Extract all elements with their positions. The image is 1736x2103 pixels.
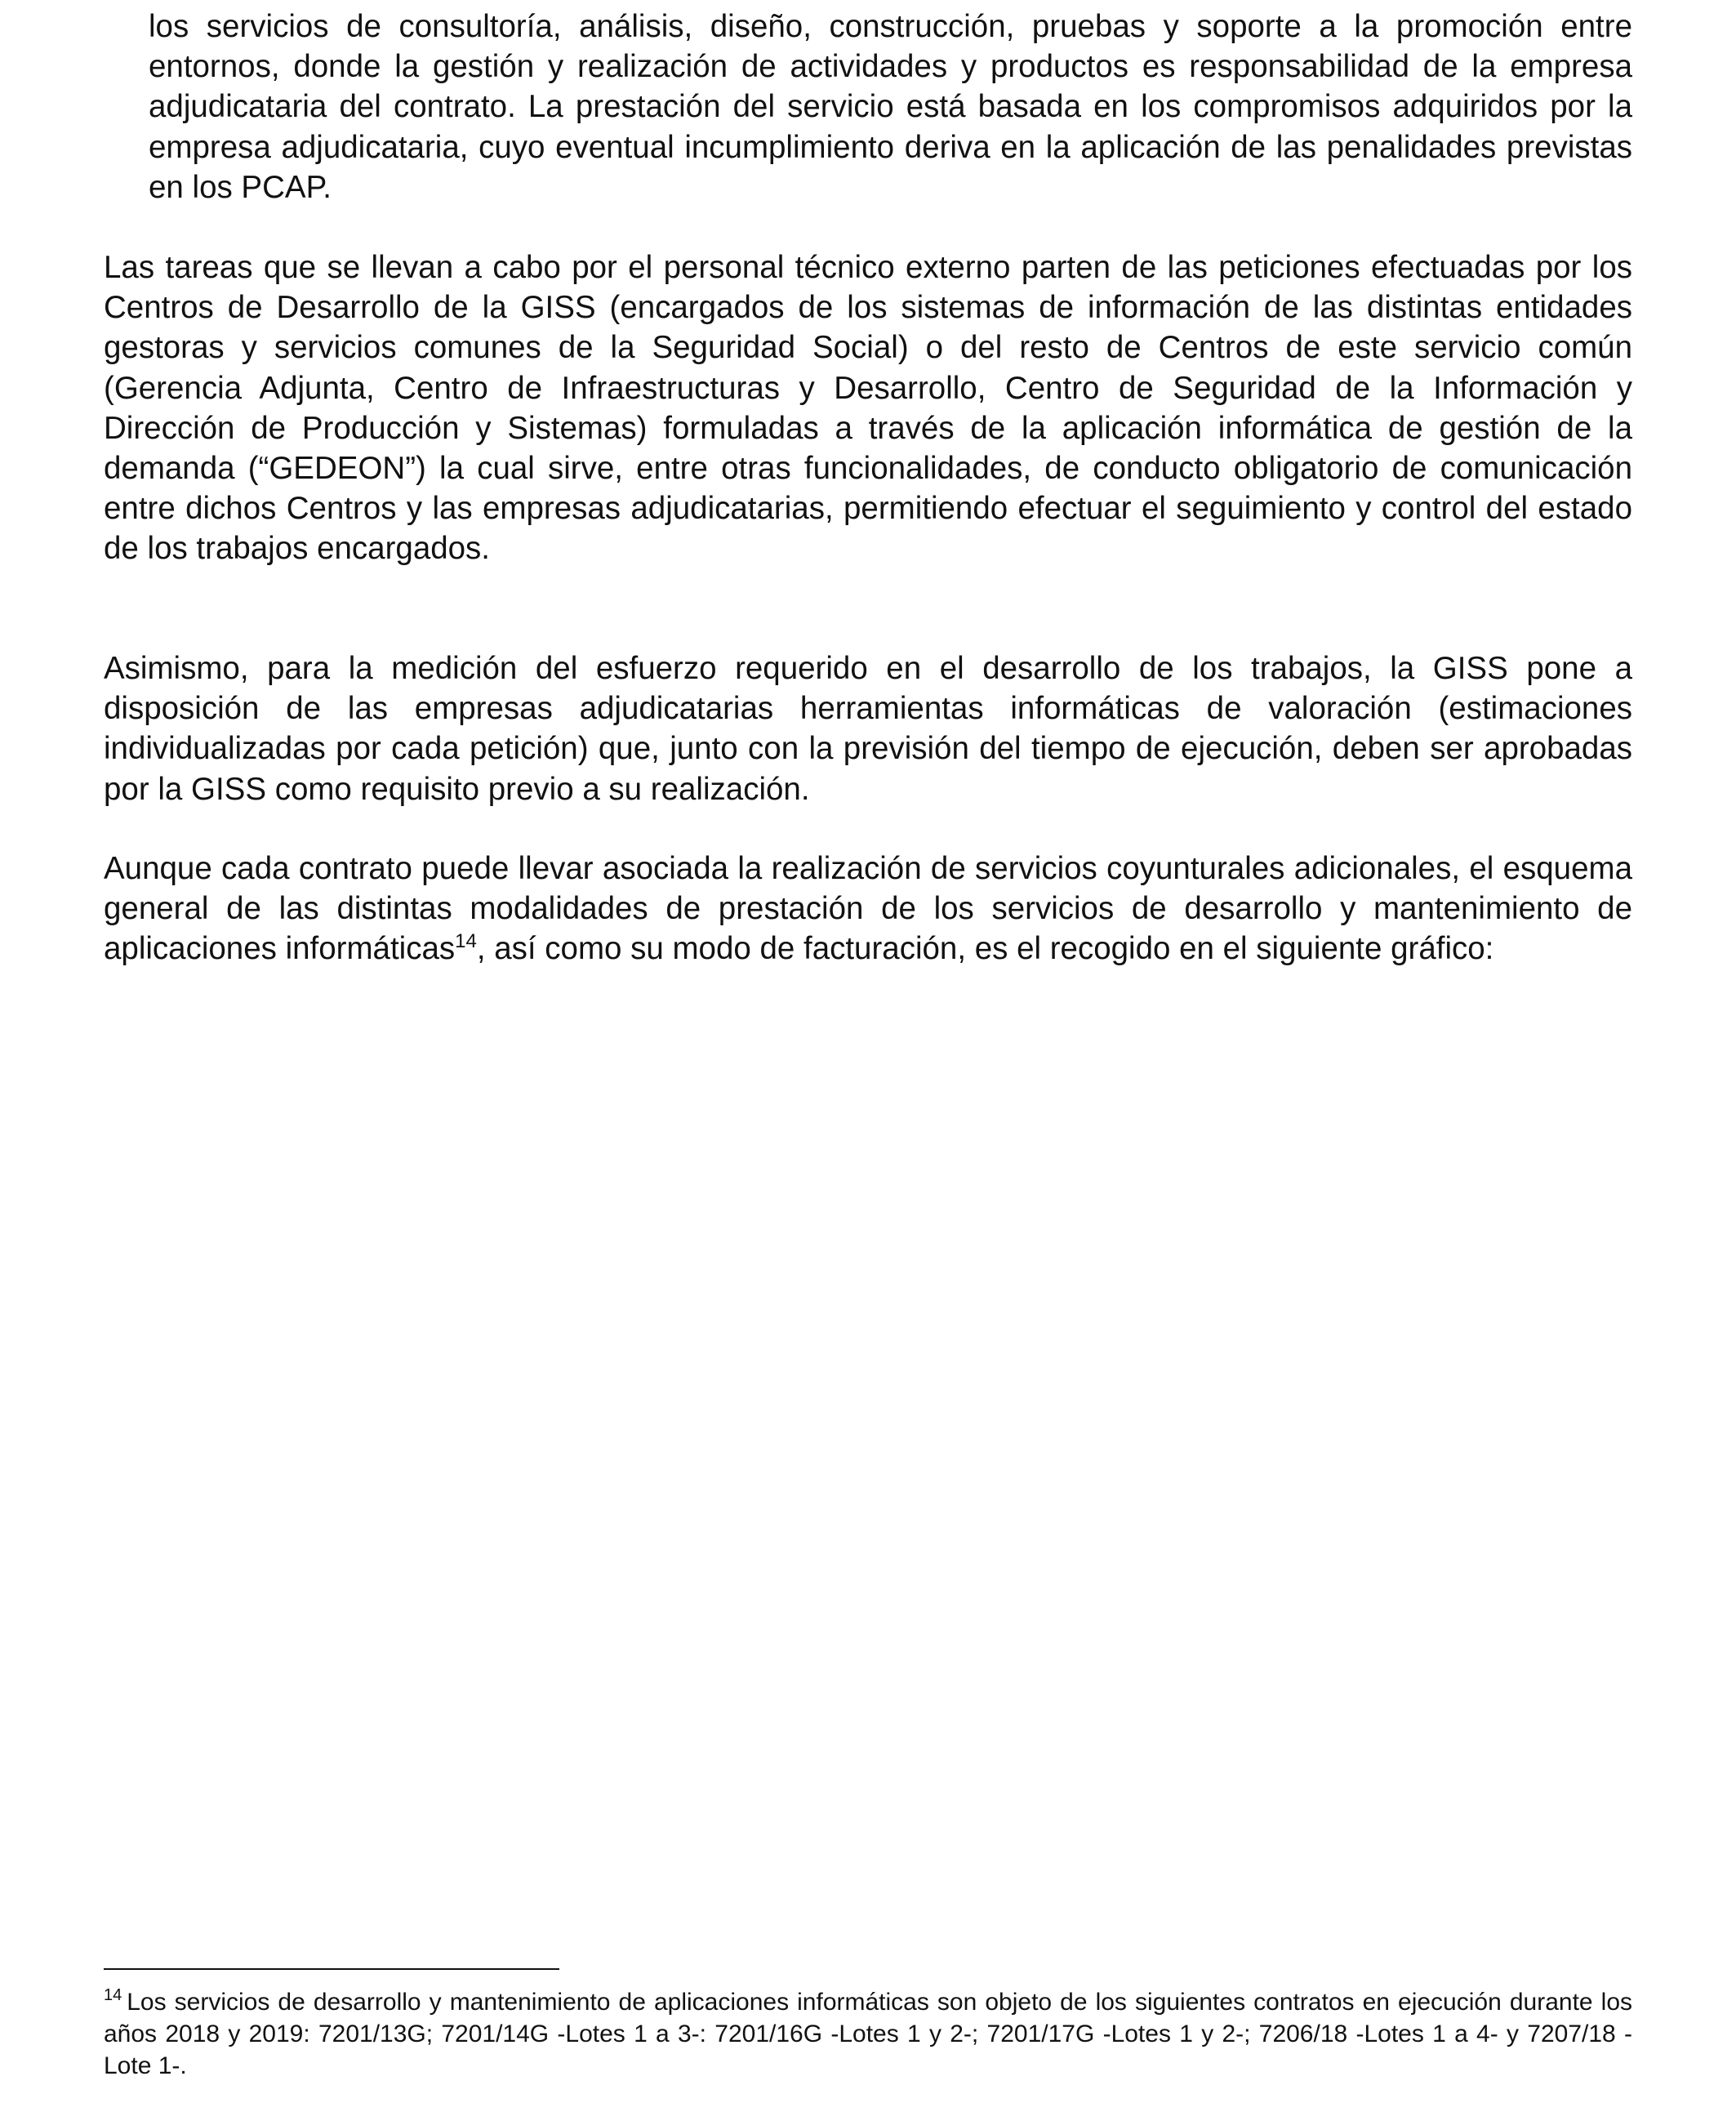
footnote-reference[interactable]: 14 (455, 930, 477, 953)
paragraph-continuation: los servicios de consultoría, análisis, diseño, construcción, pruebas y soporte a la promoción entre entornos, donde la gestión y realización de actividades y productos es responsabilidad de la empresa adjudicataria del contrato. La prestación del servicio está basada en los compromisos adquiridos por la empresa adjudicataria, cuyo eventual incumplimiento deriva en la aplicación de las penalidades previstas en los PCAP. (149, 9, 1632, 205)
paragraph-service-scheme (104, 849, 1632, 969)
paragraph-service-scheme-text-end: , así como su modo de facturación, es el recogido en el siguiente gráfico: (476, 931, 1494, 967)
footnote-separator (104, 1968, 559, 1970)
footnote (104, 1987, 1632, 2082)
footnote-number: 14 (104, 1986, 122, 2004)
footnote-text: Los servicios de desarrollo y mantenimiento de aplicaciones informáticas son objeto de los siguientes contratos en ejecución durante los años 2018 y 2019: 7201/13G; 7201/14G -Lotes 1 a 3-: 7201/16G -Lotes 1 y 2-; 7201/17G -Lotes 1 y 2-; 7206/18 -Lotes 1 a 4- y 7207/18 -Lote 1-. (104, 1989, 1632, 2079)
paragraph-tasks: Las tareas que se llevan a cabo por el personal técnico externo parten de las peticiones efectuadas por los Centros de Desarrollo de la GISS (encargados de los sistemas de información de las distintas entidades gestoras y servicios comunes de la Seguridad Social) o del resto de Centros de este servicio común (Gerencia Adjunta, Centro de Infraestructuras y Desarrollo, Centro de Seguridad de la Información y Dirección de Producción y Sistemas) formuladas a través de la aplicación informática de gestión de la demanda (“GEDEON”) la cual sirve, entre otras funcionalidades, de conducto obligatorio de comunicación entre dichos Centros y las empresas adjudicatarias, permitiendo efectuar el seguimiento y control del estado de los trabajos encargados. (104, 250, 1632, 567)
paragraph-effort-measurement: Asimismo, para la medición del esfuerzo requerido en el desarrollo de los trabajos, la GISS pone a disposición de las empresas adjudicatarias herramientas informáticas de valoración (estimaciones individualizadas por cada petición) que, junto con la previsión del tiempo de ejecución, deben ser aprobadas por la GISS como requisito previo a su realización. (104, 651, 1632, 807)
paragraph-service-scheme-text: Aunque cada contrato puede llevar asociada la realización de servicios coyunturales adicionales, el esquema general de las distintas modalidades de prestación de los servicios de desarrollo y mantenimiento de aplicaciones informáticas (104, 851, 1632, 967)
